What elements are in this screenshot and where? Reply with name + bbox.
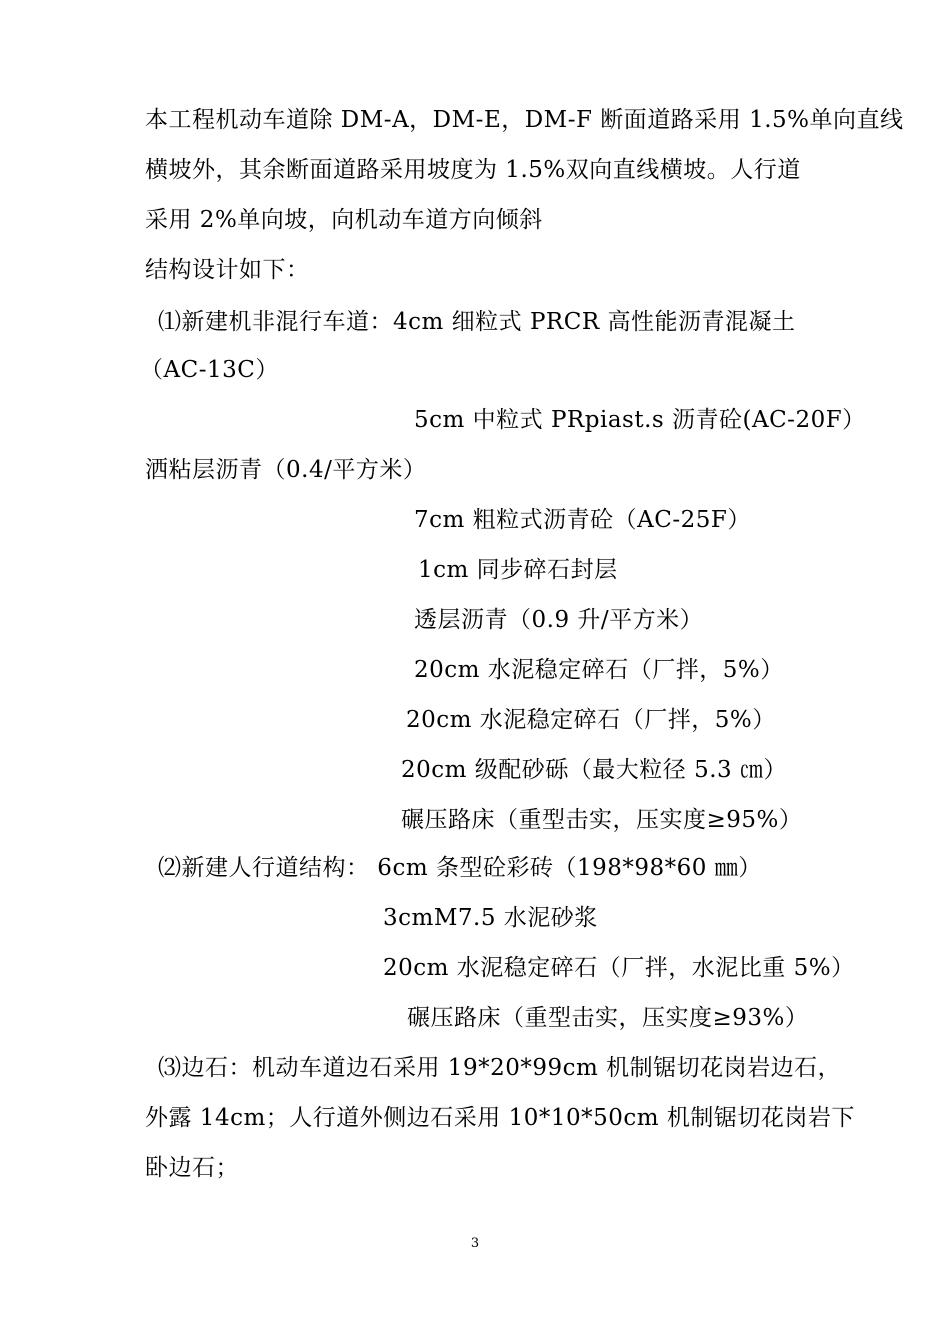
paragraph-line-1: 本工程机动车道除 DM-A，DM-E，DM-F 断面道路采用 1.5%单向直线 (145, 107, 904, 133)
page-number: 3 (470, 1236, 480, 1251)
tack-coat-line: 洒粘层沥青（0.4/平方米） (145, 457, 427, 483)
sidewalk-structure-line: ⑵新建人行道结构： 6cm 条型砼彩砖（198*98*60 ㎜） (158, 855, 762, 881)
carriageway-layer-5: 透层沥青（0.9 升/平方米） (414, 607, 704, 633)
curbstone-line-1: ⑶边石：机动车道边石采用 19*20*99cm 机制锯切花岗岩边石， (158, 1055, 842, 1081)
paragraph-line-2: 横坡外，其余断面道路采用坡度为 1.5%双向直线横坡。人行道 (145, 157, 801, 183)
carriageway-layer-4: 1cm 同步碎石封层 (418, 557, 618, 583)
curbstone-line-3: 卧边石； (145, 1155, 239, 1181)
sidewalk-layer-2: 3cmM7.5 水泥砂浆 (383, 905, 598, 931)
paragraph-line-3: 采用 2%单向坡，向机动车道方向倾斜 (145, 207, 543, 233)
carriageway-layer-3: 7cm 粗粒式沥青砼（AC-25F） (414, 507, 751, 533)
sidewalk-subgrade: 碾压路床（重型击实，压实度≥93%） (407, 1005, 809, 1031)
carriageway-layer-8: 20cm 级配砂砾（最大粒径 5.3 ㎝） (401, 757, 787, 783)
sidewalk-layer-3: 20cm 水泥稳定碎石（厂拌，水泥比重 5%） (383, 955, 855, 981)
carriageway-subgrade: 碾压路床（重型击实，压实度≥95%） (401, 807, 803, 833)
curbstone-line-2: 外露 14cm；人行道外侧边石采用 10*10*50cm 机制锯切花岗岩下 (145, 1105, 855, 1131)
carriageway-structure-line: ⑴新建机非混行车道：4cm 细粒式 PRCR 高性能沥青混凝土 (158, 309, 796, 335)
carriageway-layer-6: 20cm 水泥稳定碎石（厂拌，5%） (414, 657, 784, 683)
carriageway-structure-line-cont: （AC-13C） (140, 357, 279, 383)
carriageway-layer-7: 20cm 水泥稳定碎石（厂拌，5%） (406, 707, 776, 733)
structure-heading: 结构设计如下： (145, 257, 310, 283)
carriageway-layer-2: 5cm 中粒式 PRpiast.s 沥青砼(AC-20F） (414, 407, 866, 433)
